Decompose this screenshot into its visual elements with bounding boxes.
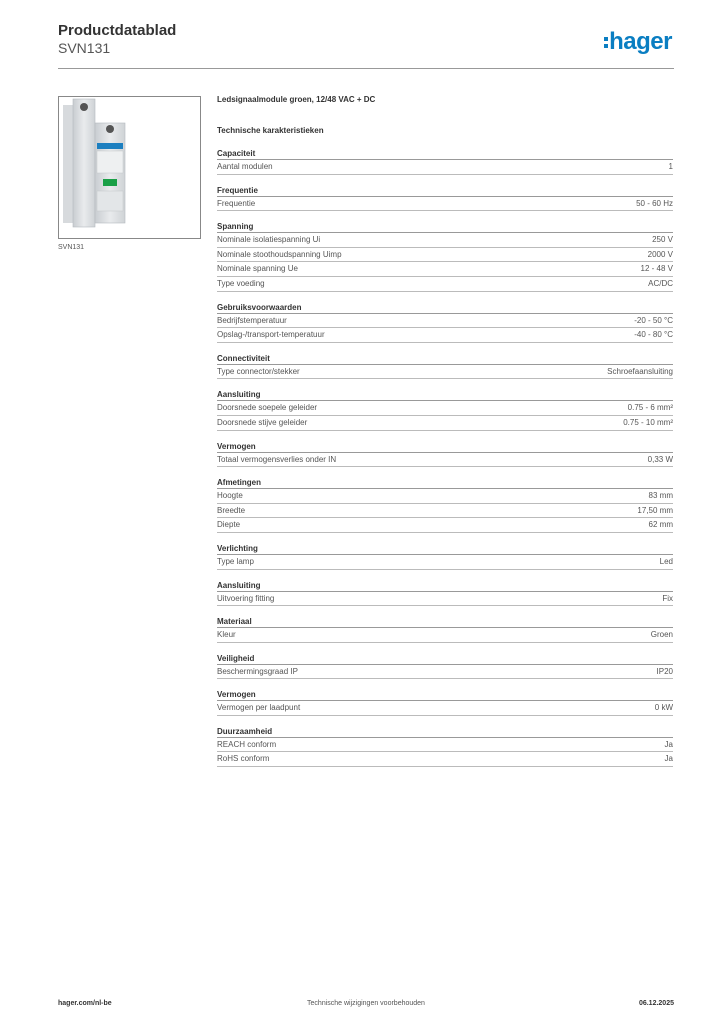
spec-value: IP20 <box>656 666 673 676</box>
spec-row <box>217 314 673 329</box>
spec-value: 0.75 - 6 mm² <box>627 403 673 413</box>
spec-row <box>217 738 673 753</box>
section-title: Afmetingen <box>217 477 673 489</box>
spec-section <box>217 302 673 343</box>
spec-row <box>217 233 673 248</box>
section-title: Capaciteit <box>217 148 673 160</box>
spec-section <box>217 148 673 175</box>
spec-label: Beschermingsgraad IP <box>217 666 298 676</box>
spec-section <box>217 353 673 380</box>
section-title: Duurzaamheid <box>217 726 673 738</box>
footer-website-link[interactable]: hager.com/nl-be <box>58 1000 112 1007</box>
spec-label: Doorsnede stijve geleider <box>217 417 308 427</box>
document-title: Productdatablad <box>58 22 177 39</box>
document-subtitle: SVN131 <box>58 40 111 56</box>
spec-label: REACH conform <box>217 739 277 749</box>
spec-row <box>217 277 673 292</box>
spec-value: Led <box>659 556 673 566</box>
spec-section <box>217 389 673 430</box>
spec-label: Doorsnede soepele geleider <box>217 403 318 413</box>
spec-label: Type lamp <box>217 556 254 566</box>
image-caption: SVN131 <box>58 244 85 251</box>
spec-value: 0 kW <box>654 703 673 713</box>
spec-label: Hoogte <box>217 491 243 501</box>
spec-row <box>217 518 673 533</box>
spec-section <box>217 689 673 716</box>
spec-label: Totaal vermogensverlies onder IN <box>217 454 337 464</box>
spec-row <box>217 701 673 716</box>
technical-characteristics-title: Technische karakteristieken <box>217 126 324 135</box>
section-title: Verlichting <box>217 543 673 555</box>
spec-value: -40 - 80 °C <box>634 330 673 340</box>
led-indicator <box>103 179 117 186</box>
spec-label: Nominale isolatiespanning Ui <box>217 235 321 245</box>
spec-row <box>217 328 673 343</box>
section-title: Vermogen <box>217 441 673 453</box>
spec-section <box>217 477 673 533</box>
spec-label: Breedte <box>217 505 246 515</box>
spec-value: 50 - 60 Hz <box>636 198 673 208</box>
page-header <box>58 22 674 70</box>
section-title: Materiaal <box>217 616 673 628</box>
section-title: Aansluiting <box>217 389 673 401</box>
spec-label: Aantal modulen <box>217 162 273 171</box>
spec-value: 62 mm <box>648 520 673 530</box>
spec-value: Ja <box>664 739 673 749</box>
spec-row <box>217 489 673 504</box>
page-footer <box>58 996 674 1010</box>
footer-date: 06.12.2025 <box>638 1000 674 1007</box>
spec-section <box>217 543 673 570</box>
spec-row <box>217 555 673 570</box>
spec-label: Nominale spanning Ue <box>217 264 298 274</box>
spec-section <box>217 185 673 212</box>
section-title: Vermogen <box>217 689 673 701</box>
spec-label: Bedrijfstemperatuur <box>217 315 287 325</box>
spec-section <box>217 221 673 291</box>
spec-row <box>217 248 673 263</box>
spec-label: Frequentie <box>217 198 256 208</box>
spec-label: Uitvoering fitting <box>217 593 275 603</box>
hager-logo[interactable] <box>604 30 672 54</box>
spec-section <box>217 726 673 767</box>
spec-row <box>217 752 673 767</box>
spec-value: Ja <box>664 754 673 764</box>
spec-label: RoHS conform <box>217 754 270 764</box>
spec-value: -20 - 50 °C <box>634 315 673 325</box>
section-title: Gebruiksvoorwaarden <box>217 302 673 314</box>
spec-row <box>217 453 673 468</box>
spec-row <box>217 401 673 416</box>
spec-label: Opslag-/transport-temperatuur <box>217 330 325 340</box>
spec-value: 12 - 48 V <box>640 264 673 274</box>
spec-row <box>217 262 673 277</box>
spec-row <box>217 416 673 431</box>
header-divider <box>58 68 674 69</box>
spec-section <box>217 616 673 643</box>
spec-section <box>217 653 673 680</box>
spec-value: Schroefaansluiting <box>607 366 673 376</box>
spec-value: 250 V <box>652 235 673 245</box>
product-image <box>58 96 201 239</box>
spec-label: Vermogen per laadpunt <box>217 703 301 713</box>
din-rail-module-image <box>59 97 200 238</box>
spec-label: Nominale stoothoudspanning Uimp <box>217 249 342 259</box>
spec-row <box>217 504 673 519</box>
footer-disclaimer: Technische wijzigingen voorbehouden <box>307 1000 425 1007</box>
spec-row <box>217 628 673 643</box>
spec-sections <box>217 148 673 767</box>
spec-value: Groen <box>650 630 673 640</box>
spec-value: 2000 V <box>647 249 673 259</box>
spec-value: 83 mm <box>648 491 673 501</box>
spec-label: Diepte <box>217 520 241 530</box>
spec-section <box>217 441 673 468</box>
spec-value: 17,50 mm <box>637 505 673 515</box>
spec-section <box>217 580 673 607</box>
spec-row <box>217 665 673 680</box>
spec-label: Kleur <box>217 630 236 640</box>
spec-value: AC/DC <box>648 278 673 288</box>
product-description: Ledsignaalmodule groen, 12/48 VAC + DC <box>217 95 376 104</box>
spec-row <box>217 365 673 380</box>
section-title: Connectiviteit <box>217 353 673 365</box>
spec-row <box>217 592 673 607</box>
logo-text: hager <box>609 28 672 55</box>
spec-value: 1 <box>668 162 673 171</box>
spec-content <box>217 92 673 767</box>
spec-row <box>217 160 673 175</box>
spec-value: 0,33 W <box>647 454 673 464</box>
spec-label: Type voeding <box>217 278 265 288</box>
spec-row <box>217 197 673 212</box>
section-title: Frequentie <box>217 185 673 197</box>
spec-value: Fix <box>662 593 673 603</box>
section-title: Aansluiting <box>217 580 673 592</box>
logo-dots-icon <box>604 37 608 48</box>
spec-value: 0.75 - 10 mm² <box>623 417 673 427</box>
section-title: Veiligheid <box>217 653 673 665</box>
spec-label: Type connector/stekker <box>217 366 300 376</box>
section-title: Spanning <box>217 221 673 233</box>
